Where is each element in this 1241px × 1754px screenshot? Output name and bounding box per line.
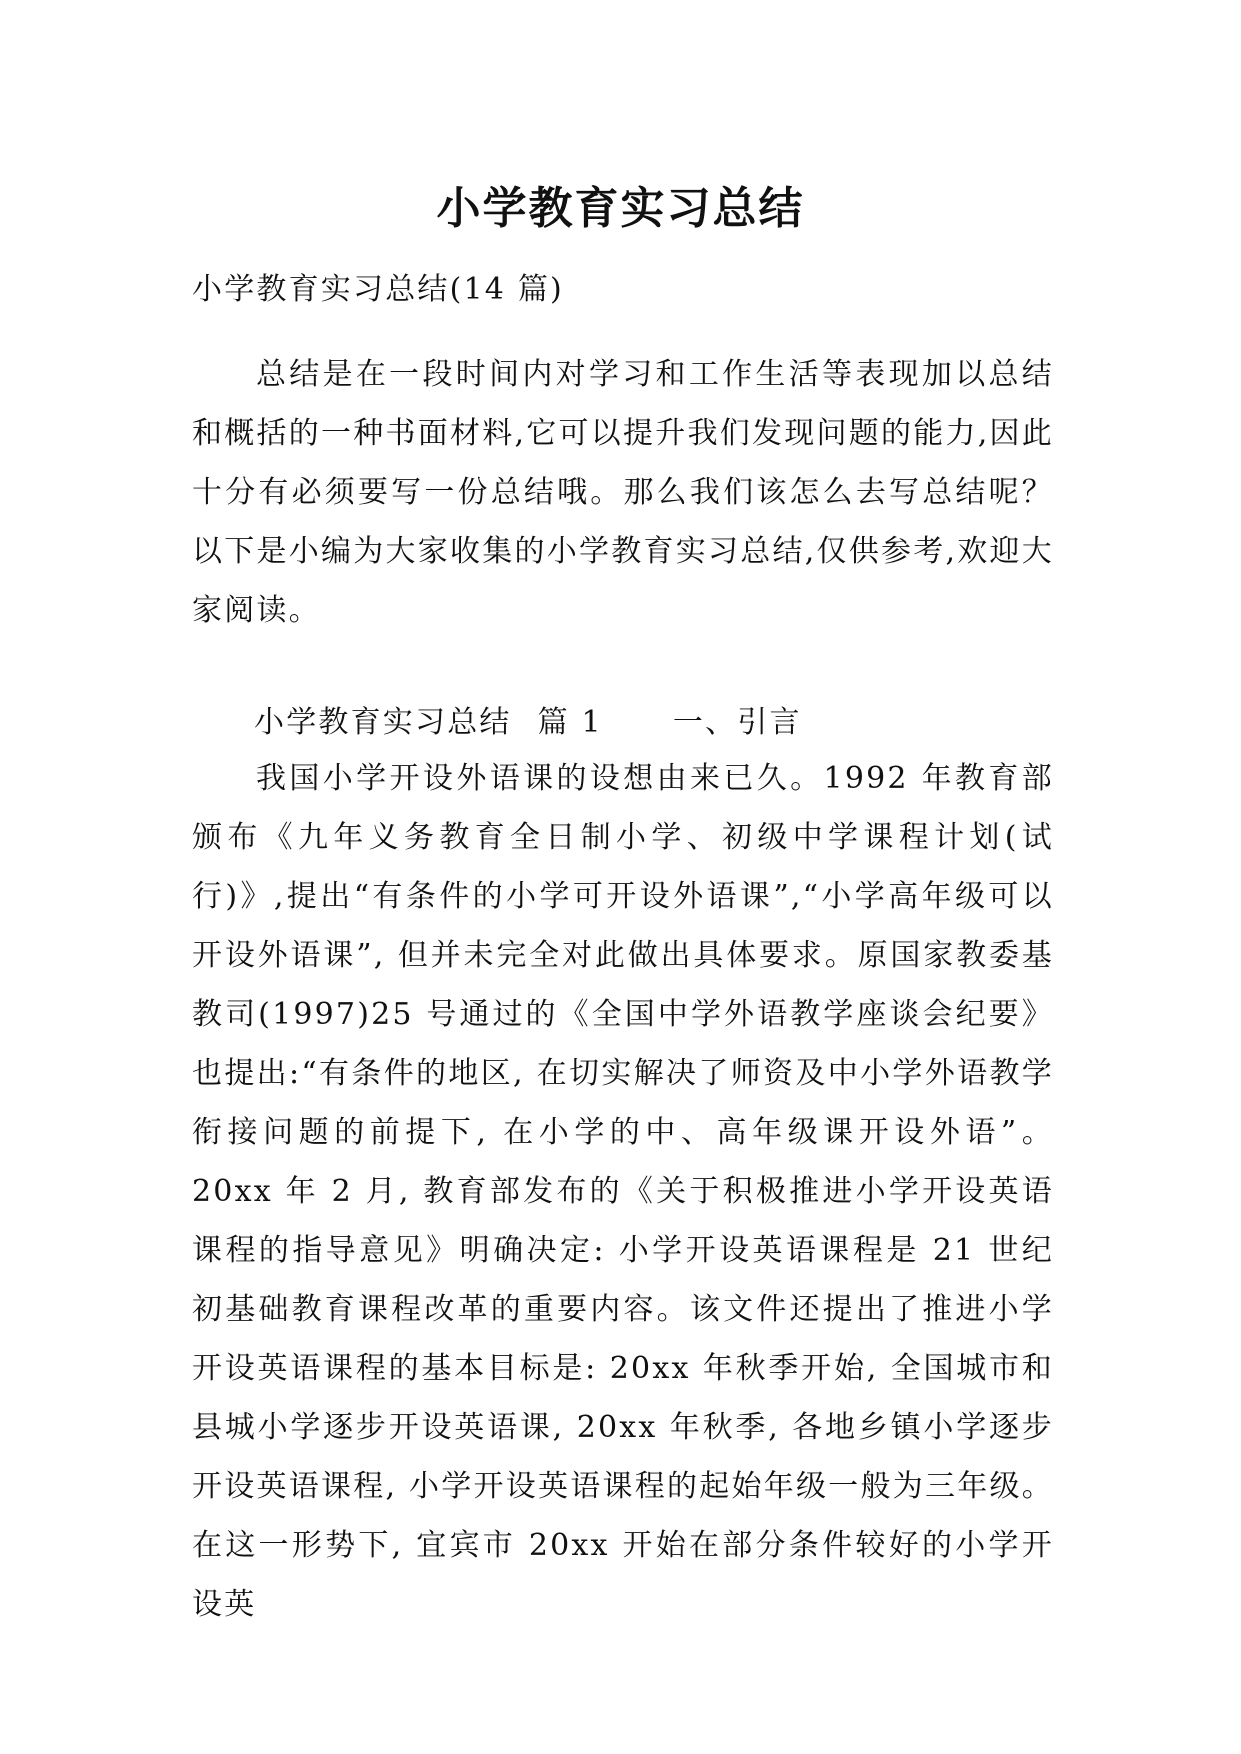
section-heading-line [192,693,1054,752]
section-body-container [192,749,1054,1634]
document-subtitle: 小学教育实习总结(14 篇) [192,272,564,307]
intro-paragraph: 总结是在一段时间内对学习和工作生活等表现加以总结和概括的一种书面材料,它可以提升我们发现问题的能力,因此十分有必须要写一份总结哦。那么我们该怎么去写总结呢？以下是小编为大家收集的小学教育实习总结,仅供参考,欢迎大家阅读。 [192,357,1054,628]
intro-paragraph-container [192,345,1054,640]
section-body-paragraph: 我国小学开设外语课的设想由来已久。1992 年教育部颁布《九年义务教育全日制小学、初级中学课程计划(试行)》,提出“有条件的小学可开设外语课”,“小学高年级可以开设外语课”, 但并未完全对此做出具体要求。原国家教委基教司(1997)25 号通过的《全国中学外语教学座谈会纪要》也提出:“有条件的地区, 在切实解决了师资及中小学外语教学衔接问题的前提下, 在小学的中、高年级课开设外语”。20xx 年 2 月, 教育部发布的《关于积极推进小学开设英语课程的指导意见》明确决定: 小学开设英语课程是 21 世纪初基础教育课程改革的重要内容。该文件还提出了推进小学开设英语课程的基本目标是: 20xx 年秋季开始, 全国城市和县城小学逐步开设英语课, 20xx 年秋季, 各地乡镇小学逐步开设英语课程, 小学开设英语课程的起始年级一般为三年级。在这一形势下, 宜宾市 20xx 开始在部分条件较好的小学开设英 [192,761,1054,1622]
section-label: 篇 1 [537,705,603,740]
section-heading: 一、引言 [672,705,802,740]
section-name: 小学教育实习总结 [254,705,512,740]
document-title: 小学教育实习总结 [436,183,805,235]
